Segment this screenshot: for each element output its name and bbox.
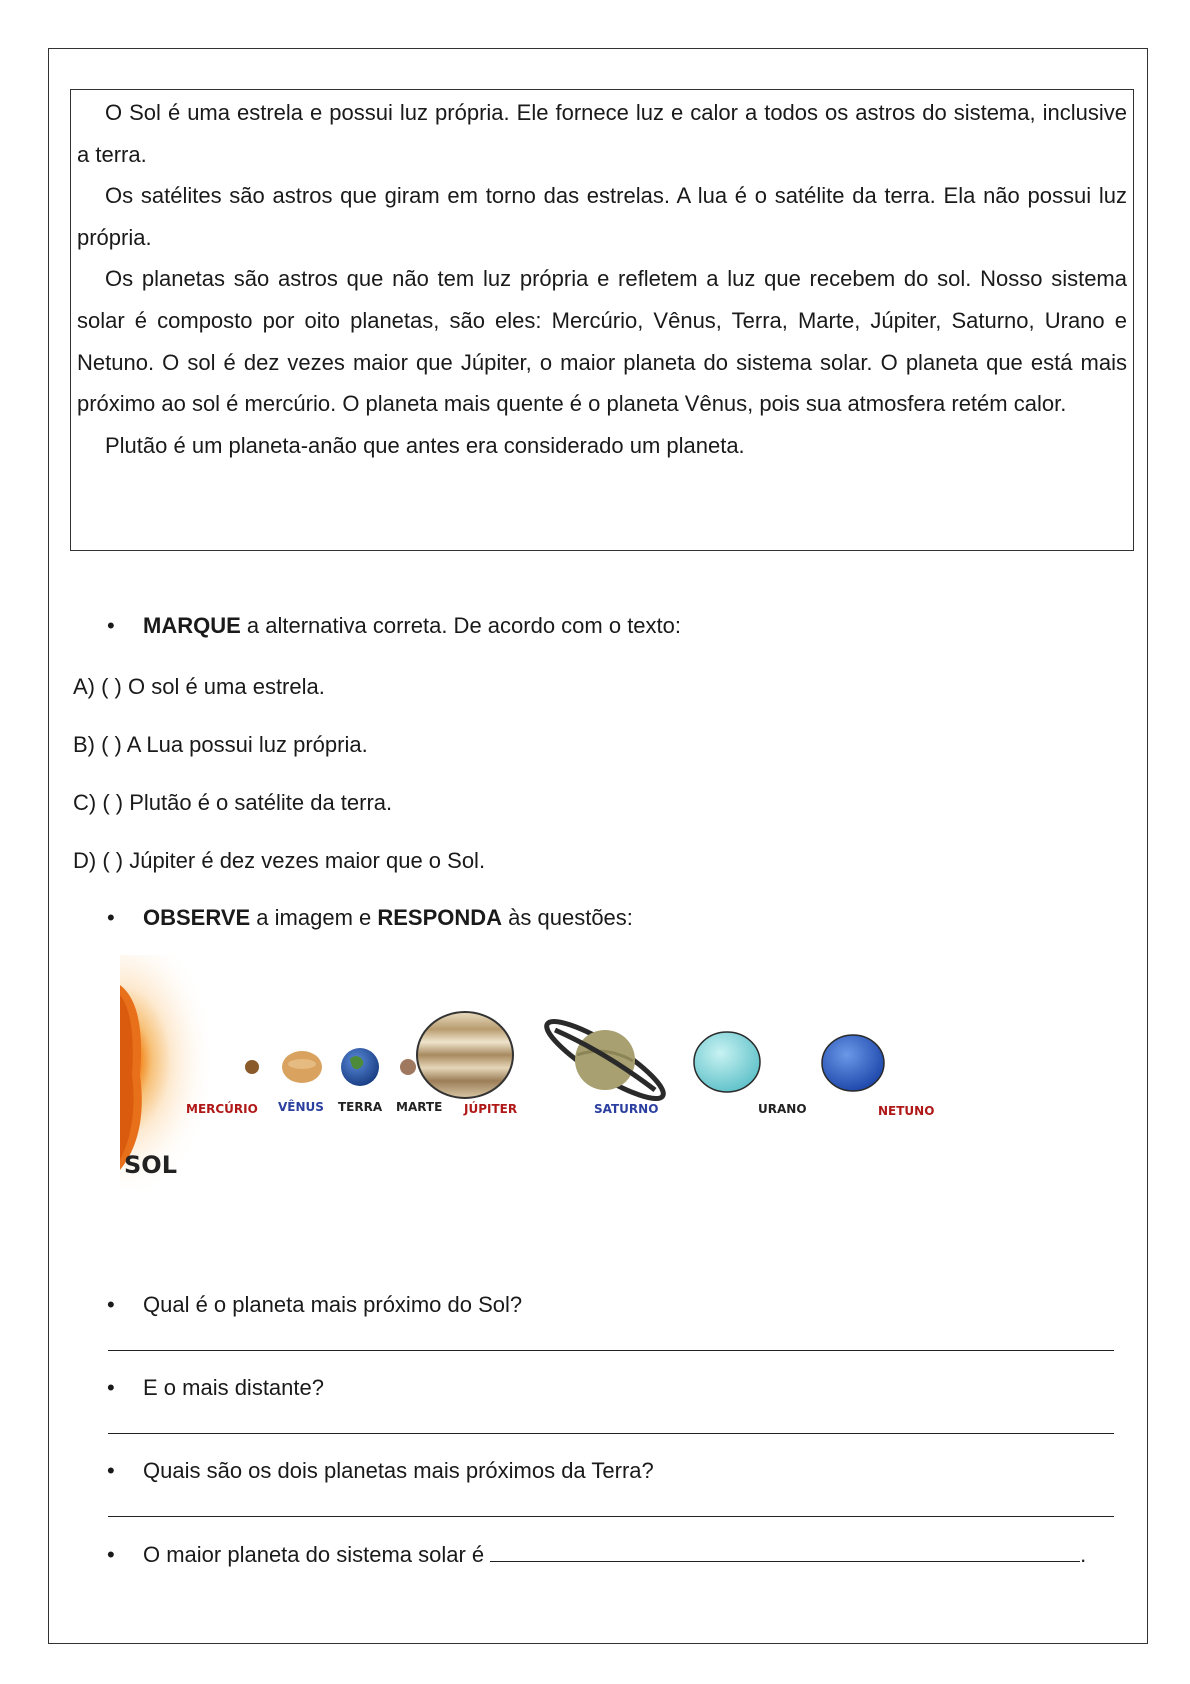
bullet-dot: • (107, 613, 115, 638)
solar-system-illustration (120, 955, 990, 1195)
question-largest-text: O maior planeta do sistema solar é (143, 1542, 485, 1567)
option-b[interactable]: B) ( ) A Lua possui luz própria. (73, 732, 368, 757)
option-c[interactable]: C) ( ) Plutão é o satélite da terra. (73, 790, 393, 815)
bullet-dot: • (107, 1542, 115, 1567)
instruction-mark (107, 611, 681, 641)
instruction-bold-respond: RESPONDA (377, 905, 503, 930)
question-near-earth-text: Quais são os dois planetas mais próximos da Terra? (143, 1458, 654, 1483)
answer-line-3[interactable] (108, 1516, 1114, 1517)
answer-line-1[interactable] (108, 1350, 1114, 1351)
neptune-planet (822, 1035, 884, 1091)
question-farthest (107, 1373, 324, 1403)
bullet-dot: • (107, 1375, 115, 1400)
answer-line-2[interactable] (108, 1433, 1114, 1434)
instruction-bold: MARQUE (143, 613, 241, 638)
option-a[interactable]: A) ( ) O sol é uma estrela. (73, 674, 325, 699)
label-mars: MARTE (396, 1100, 443, 1114)
instruction-bold-observe: OBSERVE (143, 905, 251, 930)
label-neptune: NETUNO (878, 1104, 935, 1118)
option-d[interactable]: D) ( ) Júpiter é dez vezes maior que o Sol. (73, 848, 486, 873)
bullet-dot: • (107, 1292, 115, 1317)
instruction-text-rest: às questões: (502, 905, 633, 930)
instruction-observe (107, 903, 633, 933)
venus-band (288, 1059, 316, 1069)
paragraph-satellites: Os satélites são astros que giram em torno das estrelas. A lua é o satélite da terra. Ela não possui luz própria. (77, 183, 1127, 250)
question-largest-end: . (1080, 1542, 1087, 1567)
paragraph-pluto: Plutão é um planeta-anão que antes era considerado um planeta. (105, 432, 745, 458)
instruction-text: a alternativa correta. De acordo com o texto: (240, 613, 681, 638)
mercury-planet (245, 1060, 259, 1074)
question-farthest-text: E o mais distante? (143, 1375, 324, 1400)
instruction-text-mid: a imagem e (250, 905, 378, 930)
label-mercury: MERCÚRIO (186, 1102, 258, 1116)
label-uranus: URANO (758, 1102, 807, 1116)
question-closest (107, 1290, 522, 1320)
mars-planet (400, 1059, 416, 1075)
label-venus: VÊNUS (278, 1100, 324, 1114)
paragraph-planets: Os planetas são astros que não tem luz própria e refletem a luz que recebem do sol. Nosso sistema solar é composto por oito planetas, são eles: Mercúrio, Vênus, Terra, Marte, Júpiter, Saturno, Urano e Netuno. O sol é dez vezes maior que Júpiter, o maior planeta do sistema solar. O planeta que está mais próximo ao sol é mercúrio. O planeta mais quente é o planeta Vênus, pois sua atmosfera retém calor. (77, 266, 1127, 417)
paragraph-sun: O Sol é uma estrela e possui luz própria. Ele fornece luz e calor a todos os astros do sistema, inclusive a terra. (77, 100, 1127, 167)
label-jupiter: JÚPITER (464, 1102, 518, 1116)
bullet-dot: • (107, 1458, 115, 1483)
question-closest-text: Qual é o planeta mais próximo do Sol? (143, 1292, 523, 1317)
question-largest (107, 1539, 1086, 1570)
label-earth: TERRA (338, 1100, 383, 1114)
answer-blank-4[interactable] (490, 1539, 1080, 1562)
label-saturn: SATURNO (594, 1102, 659, 1116)
question-near-earth (107, 1456, 654, 1486)
uranus-planet (694, 1032, 760, 1092)
jupiter-planet (417, 1012, 513, 1098)
saturn-planet (575, 1030, 635, 1090)
bullet-dot: • (107, 905, 115, 930)
reading-text-box (70, 89, 1134, 551)
label-sun: SOL (124, 1151, 177, 1179)
